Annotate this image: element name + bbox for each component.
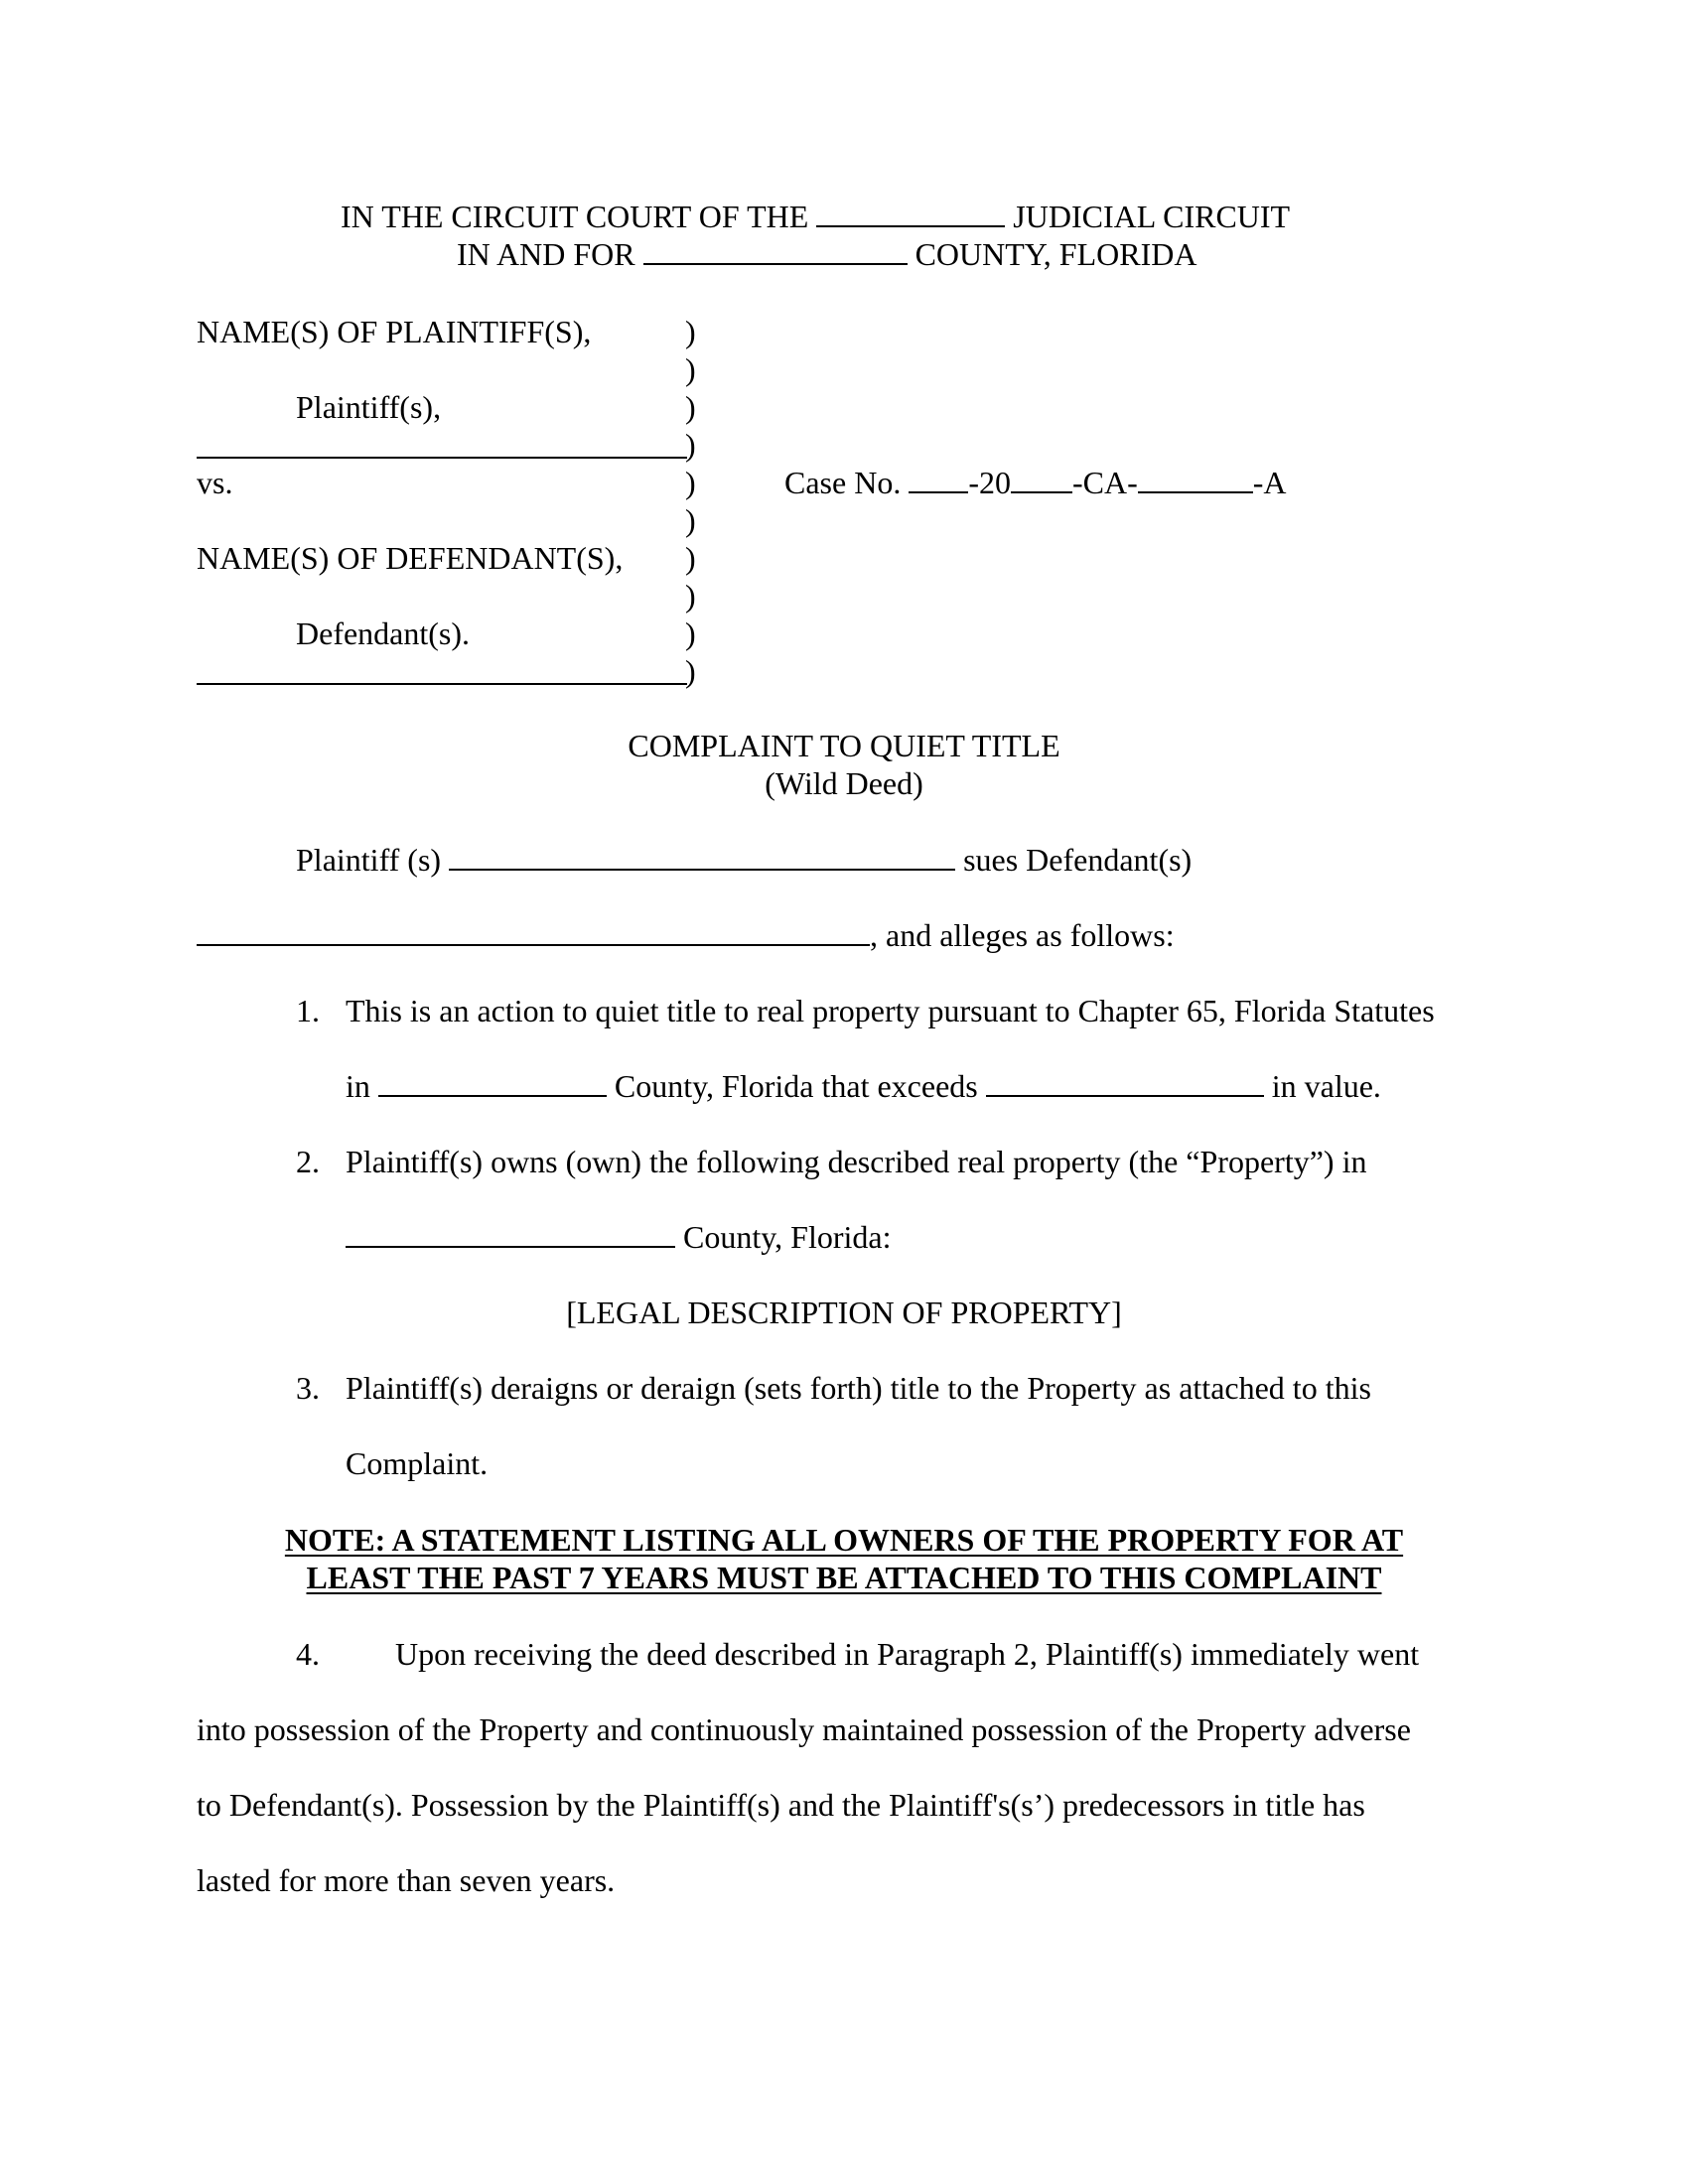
- defendant-caption-line: [197, 683, 687, 685]
- caption-paren: ): [685, 653, 696, 689]
- in-and-for-text: IN AND FOR: [457, 236, 635, 272]
- complaint-subtitle: (Wild Deed): [765, 765, 923, 801]
- sues-defendant-text: sues Defendant(s): [963, 842, 1193, 878]
- paragraph-2-line2: [346, 1218, 891, 1256]
- complaint-title: COMPLAINT TO QUIET TITLE: [628, 728, 1060, 763]
- paragraph-4-line4: lasted for more than seven years.: [197, 1862, 616, 1898]
- court-heading-line1: [341, 198, 1290, 235]
- paragraph-1-number: 1.: [296, 993, 320, 1028]
- caption-paren: ): [685, 314, 696, 349]
- alleges-text: , and alleges as follows:: [870, 917, 1175, 953]
- p2-county-blank[interactable]: [346, 1218, 675, 1248]
- caption-paren: ): [685, 615, 696, 651]
- note-line2: LEAST THE PAST 7 YEARS MUST BE ATTACHED TO THIS COMPLAINT: [306, 1560, 1382, 1595]
- case-no-segment-1: -20: [968, 465, 1011, 500]
- p2-county-text: County, Florida:: [683, 1219, 892, 1255]
- case-no-segment-3: -A: [1252, 465, 1287, 500]
- intro-plaintiff-label: Plaintiff (s): [296, 842, 442, 878]
- caption-paren: ): [685, 578, 696, 614]
- county-florida-text: COUNTY, FLORIDA: [914, 236, 1197, 272]
- legal-description-placeholder: [LEGAL DESCRIPTION OF PROPERTY]: [566, 1295, 1122, 1330]
- caption-paren: ): [685, 427, 696, 463]
- caption-paren: ): [685, 389, 696, 425]
- county-blank[interactable]: [643, 235, 908, 265]
- p1-in-value-text: in value.: [1271, 1068, 1381, 1104]
- case-number: [784, 464, 1287, 501]
- paragraph-3-line1: Plaintiff(s) deraigns or deraign (sets forth) title to the Property as attached to this: [346, 1370, 1371, 1406]
- note-line1: NOTE: A STATEMENT LISTING ALL OWNERS OF THE PROPERTY FOR AT: [284, 1522, 1404, 1558]
- paragraph-4-line2: into possession of the Property and continuously maintained possession of the Property adverse: [197, 1711, 1411, 1747]
- paragraph-2-line1: Plaintiff(s) owns (own) the following described real property (the “Property”) in: [346, 1144, 1367, 1179]
- plaintiff-name-blank[interactable]: [449, 841, 955, 871]
- plaintiff-label: Plaintiff(s),: [296, 389, 442, 425]
- case-no-label: Case No.: [784, 465, 902, 500]
- case-no-blank-2[interactable]: [1011, 464, 1072, 493]
- plaintiff-caption-line: [197, 457, 687, 459]
- court-heading-text: IN THE CIRCUIT COURT OF THE: [341, 199, 809, 234]
- p1-in-text: in: [346, 1068, 370, 1104]
- paragraph-1-line1: This is an action to quiet title to real property pursuant to Chapter 65, Florida Statutes: [346, 993, 1435, 1028]
- defendant-label: Defendant(s).: [296, 615, 471, 651]
- case-no-blank-1[interactable]: [909, 464, 968, 493]
- vs-label: vs.: [197, 465, 233, 500]
- caption-paren: ): [685, 540, 696, 576]
- paragraph-3-line2: Complaint.: [346, 1445, 489, 1481]
- caption-paren: ): [685, 502, 696, 538]
- paragraph-4-number: 4.: [296, 1636, 320, 1672]
- caption-paren: ): [685, 351, 696, 387]
- plaintiff-names: NAME(S) OF PLAINTIFF(S),: [197, 314, 592, 349]
- case-no-blank-3[interactable]: [1138, 464, 1253, 493]
- intro-line2: [197, 916, 1175, 954]
- court-heading-line2: [457, 235, 1196, 273]
- p1-value-blank[interactable]: [986, 1067, 1264, 1097]
- paragraph-4-line1: Upon receiving the deed described in Paragraph 2, Plaintiff(s) immediately went: [395, 1636, 1420, 1672]
- judicial-circuit-text: JUDICIAL CIRCUIT: [1013, 199, 1291, 234]
- p1-county-exceeds-text: County, Florida that exceeds: [614, 1068, 978, 1104]
- paragraph-4-line3: to Defendant(s). Possession by the Plaintiff(s) and the Plaintiff's(s’) predecessors in title has: [197, 1787, 1365, 1823]
- case-no-segment-2: -CA-: [1071, 465, 1138, 500]
- defendant-names: NAME(S) OF DEFENDANT(S),: [197, 540, 624, 576]
- intro-line1: [296, 841, 1192, 879]
- caption-paren: ): [685, 465, 696, 500]
- p1-county-blank[interactable]: [378, 1067, 607, 1097]
- defendant-name-blank[interactable]: [197, 916, 870, 946]
- paragraph-1-line2: [346, 1067, 1381, 1105]
- paragraph-3-number: 3.: [296, 1370, 320, 1406]
- paragraph-2-number: 2.: [296, 1144, 320, 1179]
- judicial-circuit-blank[interactable]: [816, 198, 1005, 227]
